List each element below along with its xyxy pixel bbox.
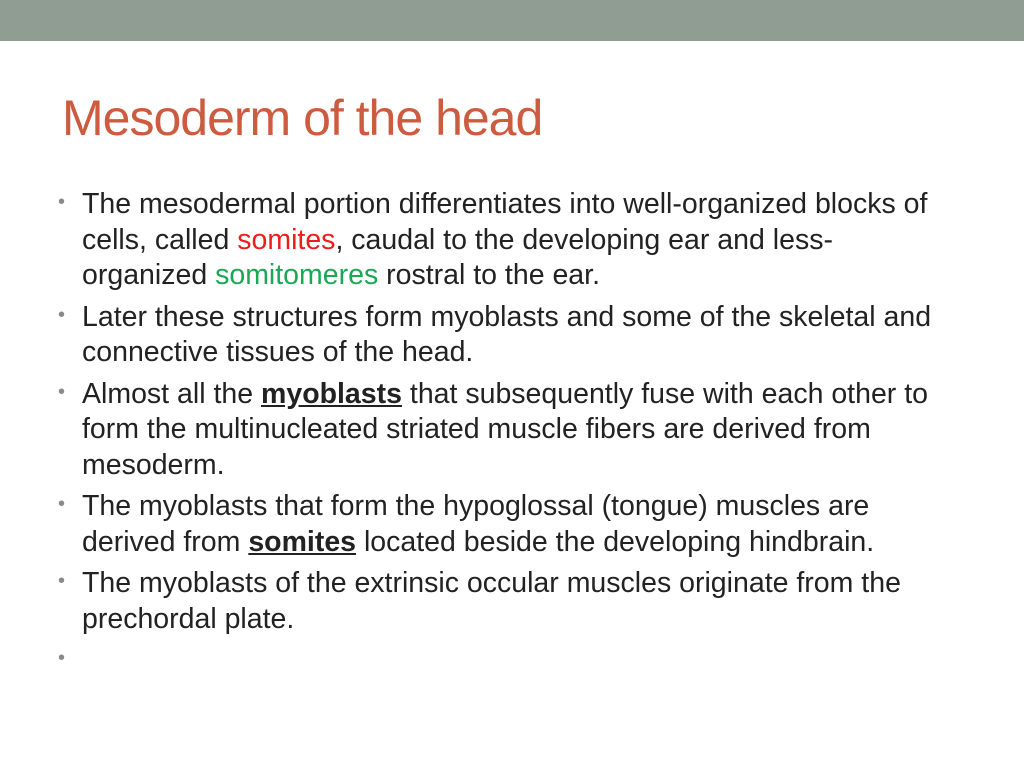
bullet-text: Almost all the (82, 377, 261, 410)
bullet-text: Later these structures form myoblasts and some of the skeletal and connective tissues of the head. (82, 300, 932, 368)
bullet-text: , caudal to the developing ear and less-organized (82, 223, 833, 291)
bullet-text: located beside the developing hindbrain. (356, 525, 875, 558)
highlight-somitomeres: somitomeres (215, 259, 379, 291)
bullet-dot-icon: • (58, 191, 66, 213)
bullet-text: The myoblasts of the extrinsic occular muscles originate from the prechordal plate. (82, 567, 901, 635)
bullet-dot-icon: • (58, 303, 66, 326)
bullet-list (58, 187, 958, 685)
slide-title: Mesoderm of the head (62, 90, 543, 146)
bullet-text: rostral to the ear. (378, 259, 600, 291)
bullet-item-hypoglossal (58, 489, 958, 560)
bullet-text: The myoblasts that form the hypoglossal (tongue) muscles are derived from (82, 490, 870, 558)
bullet-item-occular (58, 566, 958, 637)
emphasis-somites: somites (248, 525, 357, 558)
top-accent-bar (0, 0, 1024, 41)
highlight-somites: somites (237, 223, 336, 256)
bullet-dot-icon: • (58, 493, 66, 515)
bullet-dot-icon: • (58, 380, 66, 403)
bullet-dot-icon: • (58, 647, 66, 669)
bullet-text: The mesodermal portion differentiates into well-organized blocks of cells, called (82, 188, 928, 256)
bullet-text: that subsequently fuse with each other to form the multinucleated striated muscle fibers are derived from mesoderm. (82, 377, 928, 481)
bullet-item-later (58, 300, 958, 371)
bullet-item-somites (58, 187, 958, 294)
bullet-item-empty (58, 643, 958, 679)
bullet-item-myoblasts (58, 377, 958, 484)
bullet-dot-icon: • (58, 570, 66, 592)
emphasis-myoblasts: myoblasts (261, 377, 402, 410)
